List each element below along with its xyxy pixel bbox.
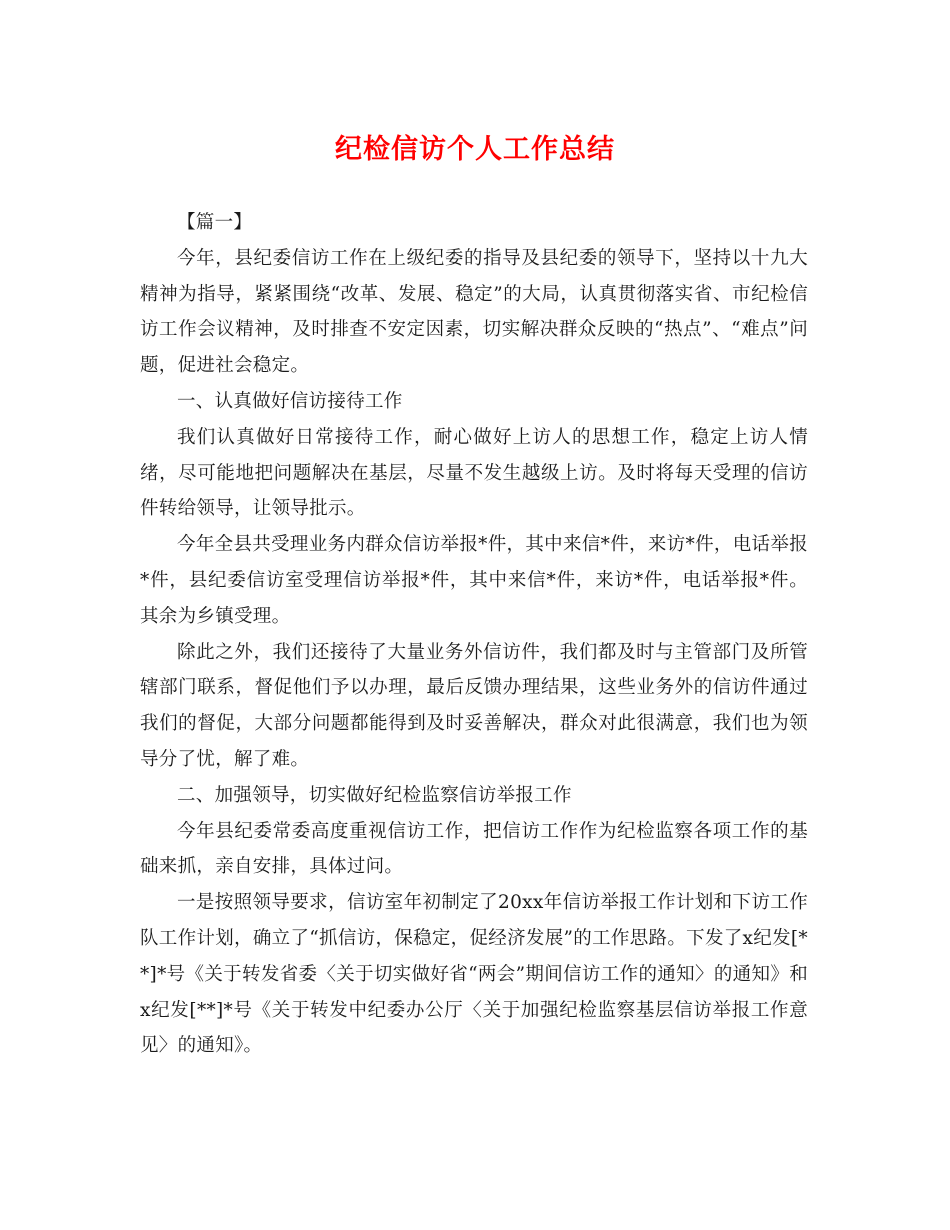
paragraph-intro: 今年，县纪委信访工作在上级纪委的指导及县纪委的领导下，坚持以十九大精神为指导，紧紧围绕“改革、发展、稳定”的大局，认真贯彻落实省、市纪检信访工作会议精神，及时排查不安定因素，切实解决群众反映的“热点”、“难点”问题，促进社会稳定。 [140,247,808,377]
document-body [140,205,808,1064]
document-title: 纪检信访个人工作总结 [335,134,615,165]
paragraph-reception: 我们认真做好日常接待工作，耐心做好上访人的思想工作，稳定上访人情绪，尽可能地把问题解决在基层，尽量不发生越级上访。及时将每天受理的信访件转给领导，让领导批示。 [140,426,808,520]
paragraph-leadership: 今年县纪委常委高度重视信访工作，把信访工作作为纪检监察各项工作的基础来抓，亲自安排，具体过问。 [140,820,808,878]
section-heading-1: 一、认真做好信访接待工作 [177,390,403,412]
section-heading-2: 二、加强领导，切实做好纪检监察信访举报工作 [177,784,572,806]
paragraph-plan: 一是按照领导要求，信访室年初制定了20xx年信访举报工作计划和下访工作队工作计划，确立了“抓信访，保稳定，促经济发展”的工作思路。下发了x纪发[**]*号《关于转发省委〈关于切实做好省“两会”期间信访工作的通知〉的通知》和x纪发[**]*号《关于转发中纪委办公厅〈关于加强纪检监察基层信访举报工作意见〉的通知》。 [140,892,808,1057]
paragraph-statistics: 今年全县共受理业务内群众信访举报*件，其中来信*件，来访*件，电话举报*件，县纪委信访室受理信访举报*件，其中来信*件，来访*件，电话举报*件。其余为乡镇受理。 [140,534,808,627]
section-label: 【篇一】 [177,212,253,233]
paragraph-external-cases: 除此之外，我们还接待了大量业务外信访件，我们都及时与主管部门及所管辖部门联系，督促他们予以办理，最后反馈办理结果，这些业务外的信访件通过我们的督促，大部分问题都能得到及时妥善解决，群众对此很满意，我们也为领导分了忧，解了难。 [140,641,808,770]
